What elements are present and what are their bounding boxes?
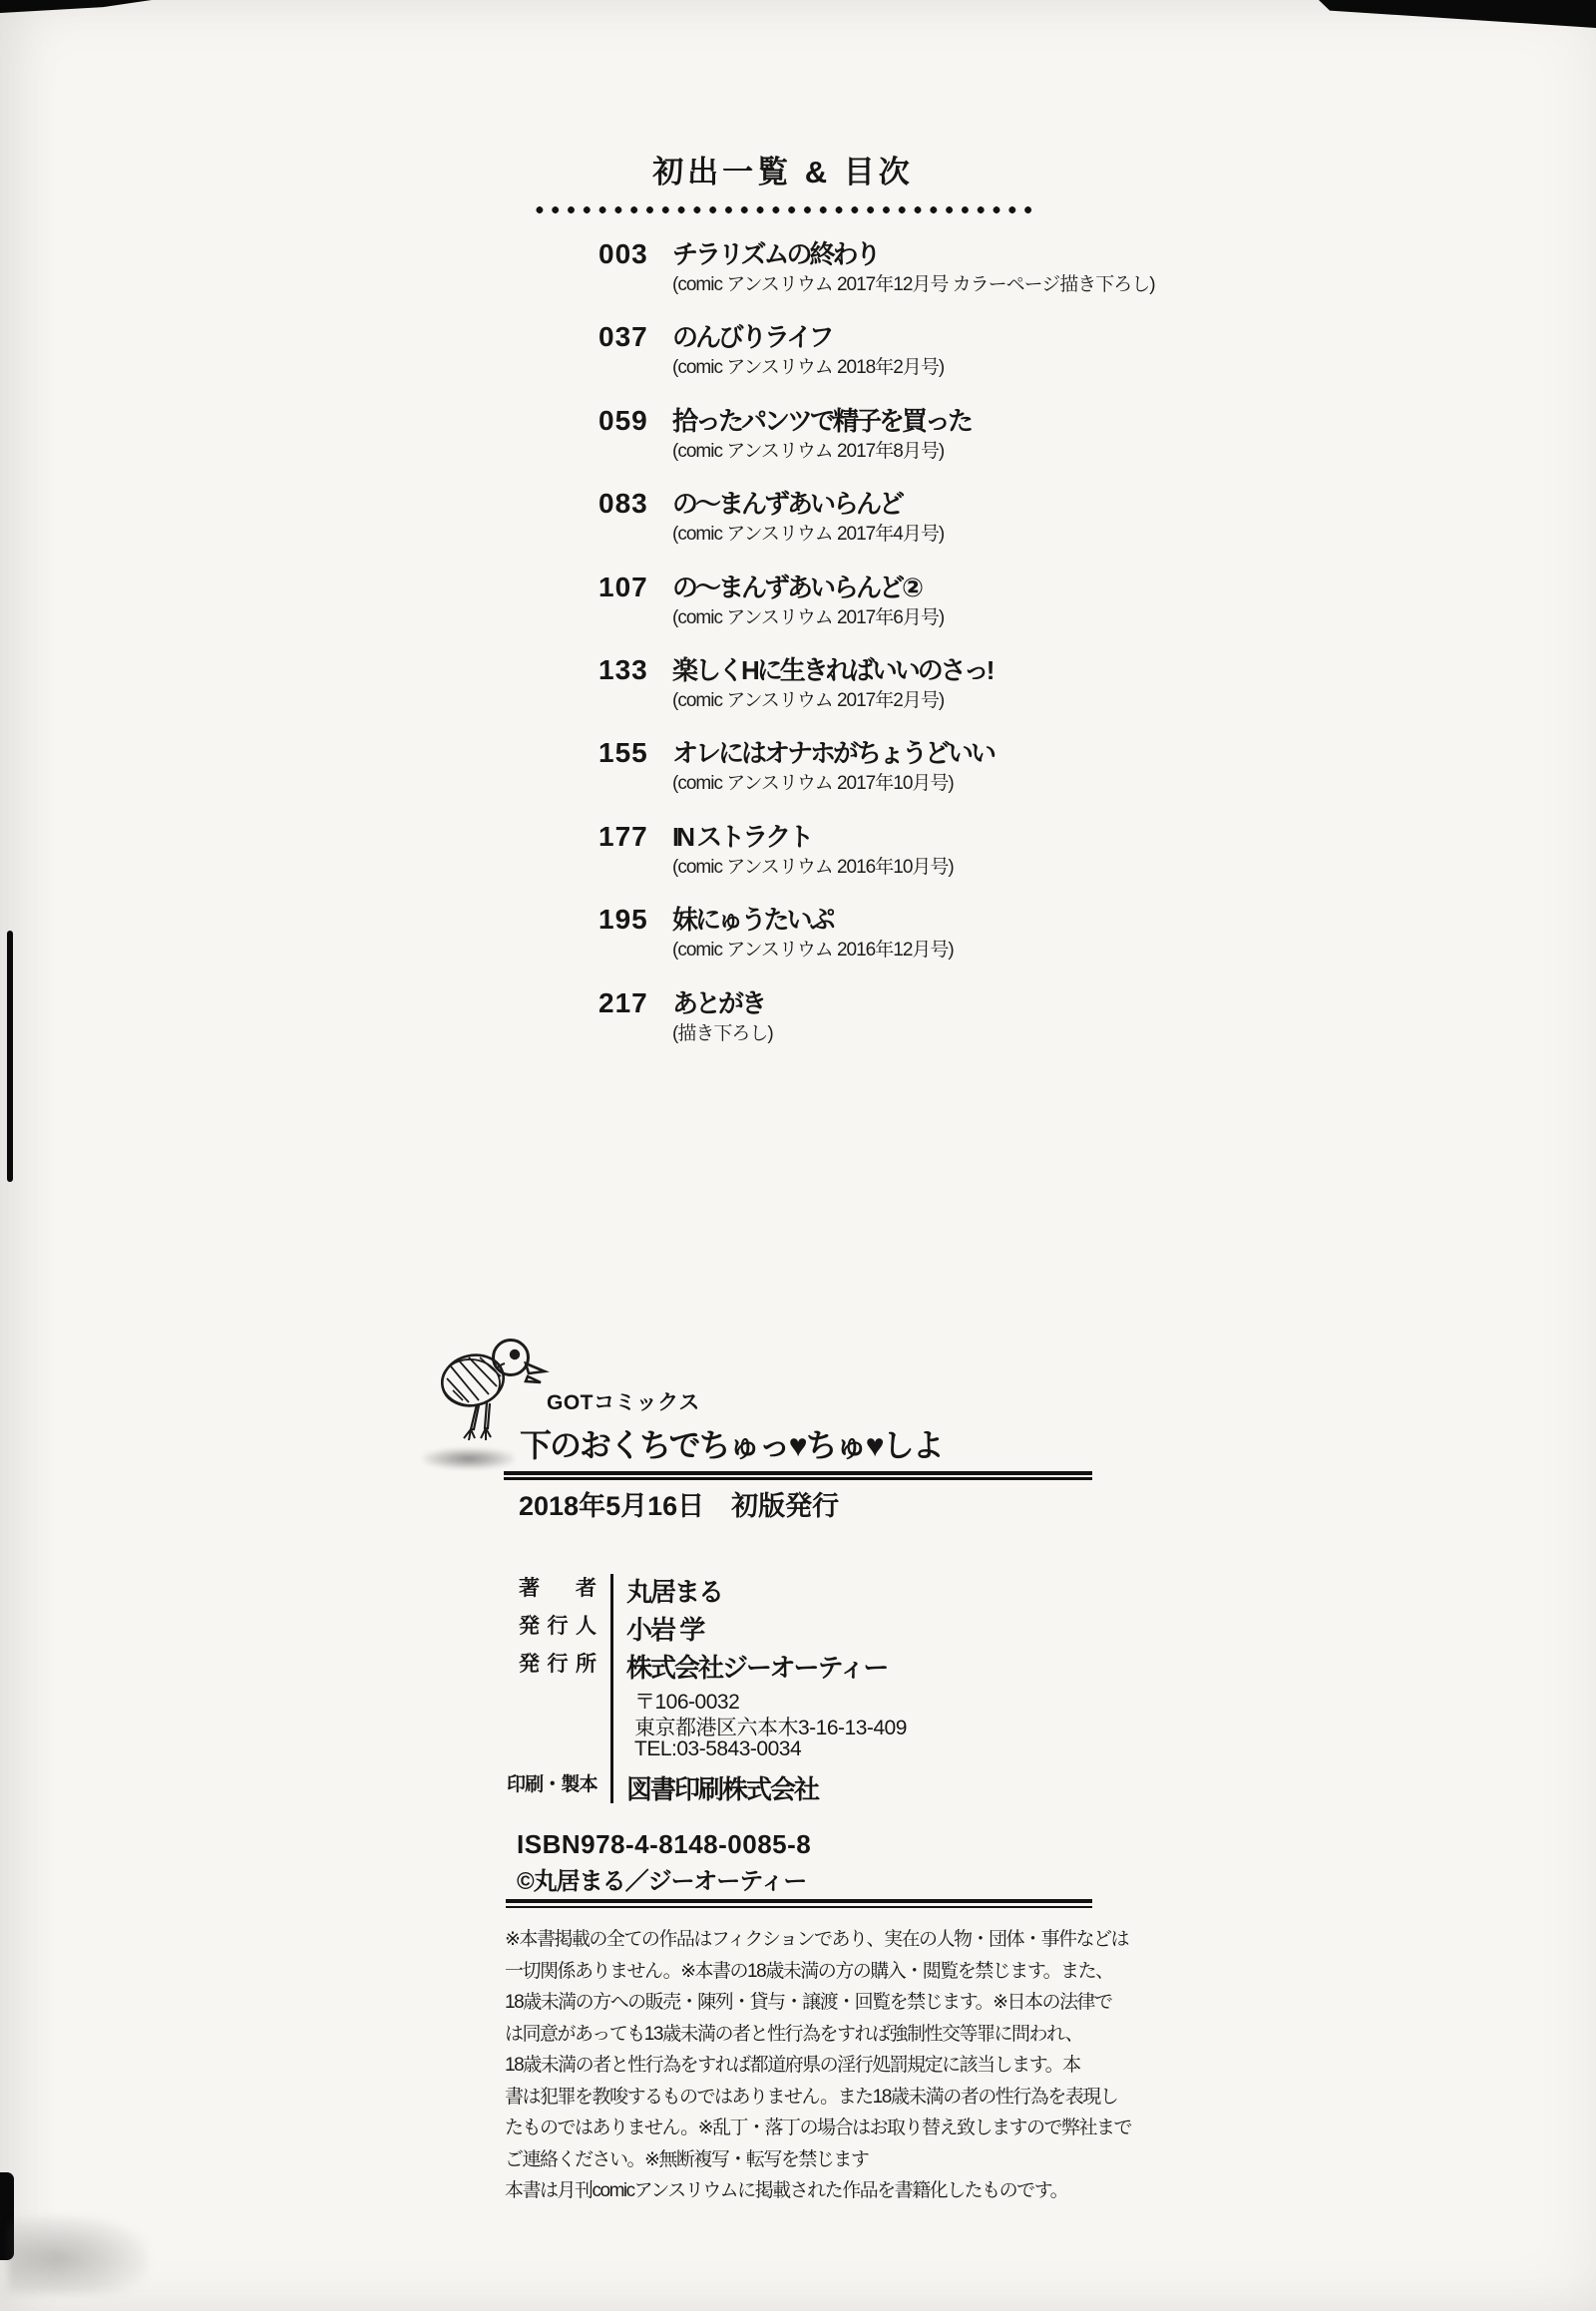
toc-entry-source: (comic アンスリウム 2017年4月号)	[672, 524, 945, 546]
scan-smudge-bottom-left	[8, 2216, 148, 2294]
disclaimer-line: 書は犯罪を教唆するものではありません。また18歳未満の者の性行為を表現し	[505, 2086, 1118, 2108]
scan-artifact-top-left	[0, 0, 152, 13]
publisher-name: 株式会社ジーオーティー	[626, 1653, 888, 1683]
disclaimer-final-note: 本書は月刊comicアンスリウムに掲載された作品を書籍化したものです。	[505, 2180, 1068, 2201]
scan-artifact-left-edge	[7, 931, 13, 1182]
publisher-person-label: 発行人	[519, 1615, 597, 1638]
toc-entry-title: 妹にゅうたいぷ	[672, 905, 833, 936]
copyright-line: ©丸居まる／ジーオーティー	[517, 1868, 807, 1895]
toc-entry-source: (comic アンスリウム 2017年12月号 カラーページ描き下ろし)	[672, 274, 1155, 295]
printer-name: 図書印刷株式会社	[626, 1774, 819, 1804]
toc-entry-source: (comic アンスリウム 2017年10月号)	[672, 773, 954, 795]
toc-entry	[598, 820, 1157, 903]
imprint-label: GOTコミックス	[547, 1391, 700, 1414]
disclaimer-line: 18歳未満の者と性行為をすれば都道府県の淫行処罰規定に該当します。本	[505, 2055, 1080, 2076]
author-label: 著者	[519, 1577, 597, 1600]
publisher-address: 東京都港区六本木3-16-13-409	[634, 1717, 907, 1739]
toc-entry-title: あとがき	[672, 987, 765, 1018]
isbn-number: ISBN978-4-8148-0085-8	[517, 1829, 812, 1859]
toc-entry	[598, 653, 1157, 736]
toc-entry	[598, 986, 1157, 1069]
toc-page-number: 003	[598, 238, 648, 269]
toc-entry-title: のんびりライフ	[672, 322, 832, 353]
toc-entry-source: (comic アンスリウム 2018年2月号)	[672, 357, 945, 379]
toc-page-number: 217	[598, 986, 648, 1018]
toc-list	[598, 237, 1157, 1069]
toc-entry-source: (comic アンスリウム 2017年8月号)	[672, 440, 945, 462]
toc-entry-source: (comic アンスリウム 2017年2月号)	[672, 689, 945, 711]
edition-date: 2018年5月16日 初版発行	[519, 1491, 840, 1521]
toc-entry-title: の〜まんずあいらんど	[672, 489, 903, 520]
toc-entry-title: の〜まんずあいらんど②	[672, 572, 922, 602]
disclaimer-line: ※本書掲載の全ての作品はフィクションであり、実在の人物・団体・事件などは	[505, 1929, 1129, 1950]
book-title: 下のおくちでちゅっ♥ちゅ♥しよ	[520, 1427, 943, 1463]
toc-entry	[598, 404, 1157, 487]
toc-entry	[598, 571, 1157, 653]
disclaimer-line: 18歳未満の方への販売・陳列・貸与・譲渡・回覧を禁じます。※日本の法律で	[505, 1992, 1112, 2013]
toc-page-number: 177	[598, 820, 648, 852]
disclaimer-line: ご連絡ください。※無断複写・転写を禁じます	[505, 2148, 869, 2170]
title-double-rule	[504, 1471, 1092, 1480]
toc-entry	[598, 487, 1157, 570]
toc-page-number: 195	[598, 904, 648, 936]
toc-entry-title: 楽しくHに生きればいいのさっ!	[672, 654, 993, 685]
credits-table	[507, 1572, 1105, 1809]
mascot-shadow	[423, 1448, 515, 1469]
toc-page-number: 083	[598, 488, 648, 520]
toc-heading: 初出一覧 & 目次	[652, 155, 914, 190]
publisher-tel: TEL:03-5843-0034	[634, 1737, 802, 1760]
author-name: 丸居まる	[626, 1577, 723, 1607]
credits-vertical-rule	[610, 1574, 613, 1803]
toc-entry-source: (描き下ろし)	[672, 1022, 773, 1044]
scan-artifact-top-right	[1319, 0, 1596, 28]
toc-entry-title: チラリズムの終わり	[672, 239, 879, 269]
legal-disclaimer	[505, 1924, 1143, 2207]
toc-entry	[598, 237, 1157, 320]
publisher-postal-code: 〒106-0032	[634, 1691, 740, 1714]
toc-dotted-divider	[532, 205, 1035, 214]
toc-entry-title: 拾ったパンツで精子を買った	[672, 405, 972, 436]
toc-entry	[598, 736, 1157, 819]
toc-page-number: 133	[598, 653, 648, 685]
disclaimer-line: 一切関係ありません。※本書の18歳未満の方の購入・閲覧を禁じます。また、	[505, 1960, 1113, 1982]
toc-entry-title: オレにはオナホがちょうどいい	[672, 738, 995, 769]
toc-page-number: 037	[598, 321, 648, 353]
toc-entry	[598, 320, 1157, 403]
toc-page-number: 155	[598, 737, 648, 769]
disclaimer-line: は同意があっても13歳未満の者と性行為をすれば強制性交等罪に問われ、	[505, 2023, 1083, 2045]
toc-entry-source: (comic アンスリウム 2017年6月号)	[672, 606, 945, 628]
toc-page-number: 107	[598, 571, 648, 602]
toc-entry-source: (comic アンスリウム 2016年12月号)	[672, 940, 954, 962]
publisher-person-name: 小岩 学	[626, 1615, 704, 1645]
publisher-label: 発行所	[519, 1653, 597, 1676]
toc-entry-source: (comic アンスリウム 2016年10月号)	[672, 856, 954, 878]
disclaimer-line: たものではありません。※乱丁・落丁の場合はお取り替え致しますので弊社まで	[505, 2118, 1132, 2138]
toc-entry-title: IN ストラクト	[672, 821, 812, 852]
printer-label: 印刷・製本	[507, 1774, 597, 1795]
toc-entry	[598, 903, 1157, 985]
disclaimer-double-rule	[506, 1899, 1092, 1908]
toc-page-number: 059	[598, 404, 648, 436]
